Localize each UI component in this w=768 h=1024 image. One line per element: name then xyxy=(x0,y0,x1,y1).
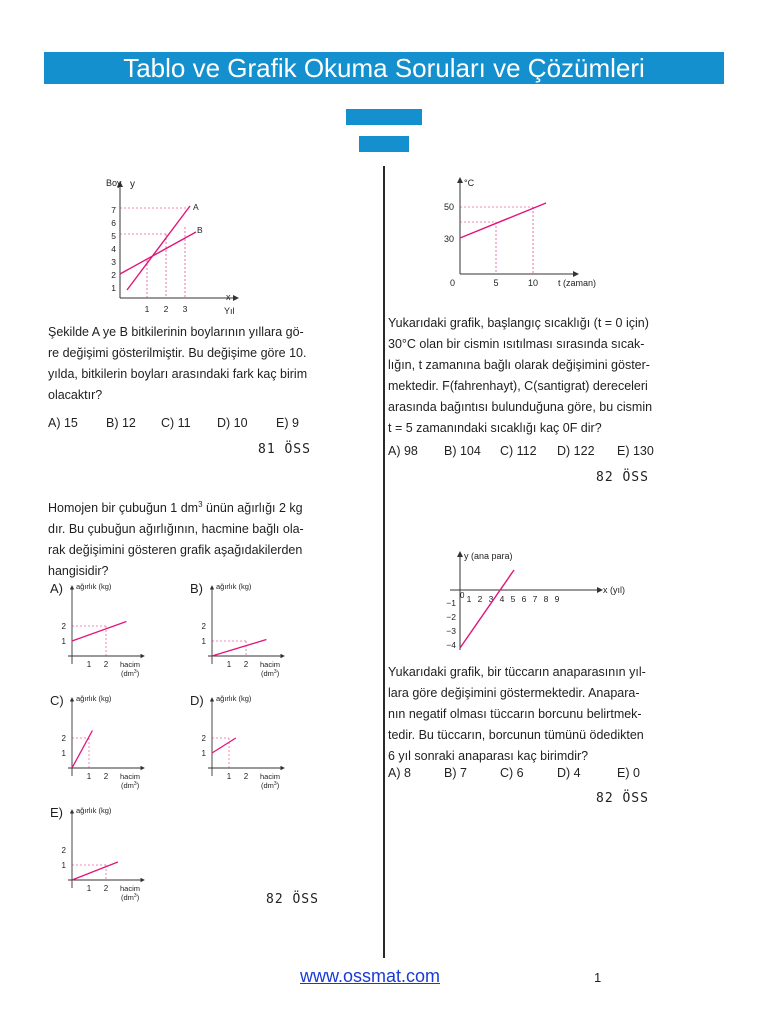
ytick-1: 1 xyxy=(201,637,206,646)
q1-label-a: A xyxy=(193,202,199,212)
q4-exam-label: 82 ÖSS xyxy=(596,791,649,806)
q2-graph-b xyxy=(198,580,290,680)
q4-options xyxy=(388,766,640,780)
q2-graph-e xyxy=(58,804,150,904)
axis-label-unit: $(dm^3)$ xyxy=(261,669,280,678)
axis-label-volume: hacim xyxy=(120,660,141,669)
axis-label-unit: $(dm^3)$ xyxy=(261,781,280,790)
axis-label-unit: $(dm^3)$ xyxy=(121,893,140,902)
axis-label-volume: hacim xyxy=(120,772,141,781)
q4-xtick: 5 xyxy=(510,594,516,604)
q3-option-c[interactable]: C) 112 xyxy=(500,444,537,458)
q2-graph-d xyxy=(198,692,290,792)
q4-xtick: 2 xyxy=(477,594,483,604)
q1-line: re değişimi gösterilmiştir. Bu değişime göre 10. xyxy=(48,346,307,360)
q3-ytick-30: 30 xyxy=(443,234,454,244)
q1-option-a[interactable]: A) 15 xyxy=(48,416,78,430)
q2-line: Homojen bir çubuğun 1 $dm^3$ ünün ağırlığı 2 kg xyxy=(48,500,303,516)
q4-option-b[interactable]: B) 7 xyxy=(444,766,467,780)
q4-xtick: 8 xyxy=(543,594,549,604)
xtick-1: 1 xyxy=(86,772,92,781)
q1-x-axis-name: x xyxy=(226,292,231,302)
q3-option-e[interactable]: E) 130 xyxy=(617,444,654,458)
axis-label-unit: $(dm^3)$ xyxy=(121,669,140,678)
q4-option-a[interactable]: A) 8 xyxy=(388,766,411,780)
q4-graph xyxy=(420,546,640,656)
q4-question xyxy=(388,662,728,767)
decor-block-1 xyxy=(346,109,422,125)
q4-xtick: 6 xyxy=(521,594,527,604)
q4-ytick: −4 xyxy=(446,640,456,650)
xtick-2: 2 xyxy=(243,660,249,669)
plot-line xyxy=(72,731,92,769)
q4-line: tedir. Bu tüccarın, borcunun tümünü ödedikten xyxy=(388,728,644,742)
q1-question xyxy=(48,322,378,406)
q3-line: 30°C olan bir cismin ısıtılması sırasında sıcak- xyxy=(388,337,645,351)
q1-line-a xyxy=(127,206,190,290)
page-number: 1 xyxy=(594,970,602,985)
q2-line: dır. Bu çubuğun ağırlığının, hacmine bağlı ola- xyxy=(48,522,304,537)
q1-x-label: Yıl xyxy=(224,306,235,316)
q1-ytick-2: 2 xyxy=(111,270,116,280)
q2-graph-a xyxy=(58,580,150,680)
axis-label-weight: ağırlık (kg) xyxy=(216,582,252,591)
q1-y-label: Boy xyxy=(106,178,122,188)
q1-option-b[interactable]: B) 12 xyxy=(106,416,136,430)
q3-ytick-50: 50 xyxy=(443,202,454,212)
q1-y-axis-name: y xyxy=(130,179,135,190)
axis-label-weight: ağırlık (kg) xyxy=(76,694,112,703)
q1-exam-label: 81 ÖSS xyxy=(258,442,311,457)
xtick-2: 2 xyxy=(103,772,109,781)
q3-line: t = 5 zamanındaki sıcaklığı kaç 0F dir? xyxy=(388,421,602,435)
q1-line: olacaktır? xyxy=(48,388,103,402)
axis-label-weight: ağırlık (kg) xyxy=(76,806,112,815)
ytick-1: 1 xyxy=(201,749,206,758)
q1-ytick-4: 4 xyxy=(111,244,116,254)
q1-line-b xyxy=(120,232,196,274)
q3-line: Yukarıdaki grafik, başlangıç sıcaklığı (t = 0 için) xyxy=(388,316,649,330)
q4-xtick: 7 xyxy=(532,594,538,604)
axis-label-unit: $(dm^3)$ xyxy=(121,781,140,790)
plot-line xyxy=(72,622,126,642)
q4-xtick: 4 xyxy=(499,594,505,604)
q4-xtick: 9 xyxy=(554,594,560,604)
q4-x-label: x (yıl) xyxy=(603,585,625,595)
q1-ytick-7: 7 xyxy=(111,205,116,215)
axis-label-weight: ağırlık (kg) xyxy=(216,694,252,703)
q3-exam-label: 82 ÖSS xyxy=(596,470,649,485)
xtick-2: 2 xyxy=(103,884,109,893)
q3-x-label: t (zaman) xyxy=(558,278,597,288)
q1-option-d[interactable]: D) 10 xyxy=(217,416,248,430)
footer-website-link[interactable]: www.ossmat.com xyxy=(300,966,441,986)
q3-y-label: °C xyxy=(464,178,475,188)
q4-option-e[interactable]: E) 0 xyxy=(617,766,640,780)
q4-ytick: −3 xyxy=(446,626,456,636)
q1-ytick-3: 3 xyxy=(111,257,116,267)
q1-line: Şekilde A ye B bitkilerinin boylarının yıllara gö- xyxy=(48,325,304,339)
plot-line xyxy=(212,738,236,753)
q1-graph xyxy=(100,172,250,320)
q3-graph xyxy=(430,172,610,294)
q4-xtick: 3 xyxy=(488,594,494,604)
ytick-1: 1 xyxy=(61,861,66,870)
q2-exam-label: 82 ÖSS xyxy=(266,892,319,907)
q4-option-d[interactable]: D) 4 xyxy=(557,766,581,780)
q4-plot-line xyxy=(460,570,514,648)
q1-options xyxy=(48,416,299,430)
q1-line: yılda, bitkilerin boyları arasındaki fark kaç birim xyxy=(48,367,308,381)
q3-xtick-5: 5 xyxy=(493,278,499,288)
ytick-2: 2 xyxy=(201,622,206,631)
xtick-1: 1 xyxy=(226,772,232,781)
decor-block-2 xyxy=(359,136,409,152)
q1-ytick-5: 5 xyxy=(111,231,116,241)
q2-option-a[interactable]: A) xyxy=(50,581,63,596)
ytick-2: 2 xyxy=(201,734,206,743)
axis-label-volume: hacim xyxy=(260,772,281,781)
q3-option-d[interactable]: D) 122 xyxy=(557,444,595,458)
plot-line xyxy=(72,862,118,880)
q1-option-e[interactable]: E) 9 xyxy=(276,416,299,430)
q3-option-b[interactable]: B) 104 xyxy=(444,444,481,458)
xtick-1: 1 xyxy=(226,660,232,669)
q4-line: 6 yıl sonraki anaparası kaç birimdir? xyxy=(388,749,589,763)
page-title: Tablo ve Grafik Okuma Soruları ve Çözümleri xyxy=(44,52,724,84)
xtick-1: 1 xyxy=(86,884,92,893)
q3-line: mektedir. F(fahrenhayt), C(santigrat) dereceleri xyxy=(388,379,648,393)
q1-xtick-3: 3 xyxy=(182,304,188,314)
q4-line: Yukarıdaki grafik, bir tüccarın anaparasının yıl- xyxy=(388,665,646,679)
xtick-2: 2 xyxy=(243,772,249,781)
q2-option-b[interactable]: B) xyxy=(190,581,203,596)
q1-xtick-2: 2 xyxy=(163,304,169,314)
q4-line: nın negatif olması tüccarın borcunu belirtmek- xyxy=(388,707,642,721)
axis-label-weight: ağırlık (kg) xyxy=(76,582,112,591)
q2-line: rak değişimini gösteren grafik aşağıdakilerden xyxy=(48,543,303,558)
q4-xtick: 1 xyxy=(466,594,472,604)
q4-y-label: y (ana para) xyxy=(464,551,513,561)
ytick-2: 2 xyxy=(61,846,66,855)
q4-ytick: −2 xyxy=(446,612,456,622)
q1-ytick-1: 1 xyxy=(111,283,116,293)
plot-line xyxy=(212,640,266,657)
q4-origin: 0 xyxy=(460,591,465,600)
q2-option-e[interactable]: E) xyxy=(50,805,63,820)
xtick-1: 1 xyxy=(86,660,92,669)
q3-line: arasında bağıntısı bulunduğuna göre, bu cismin xyxy=(388,400,653,414)
column-divider xyxy=(383,166,385,958)
q3-option-a[interactable]: A) 98 xyxy=(388,444,418,458)
ytick-1: 1 xyxy=(61,749,66,758)
q1-xtick-1: 1 xyxy=(144,304,150,314)
ytick-2: 2 xyxy=(61,622,66,631)
q2-question xyxy=(48,494,378,582)
axis-label-volume: hacim xyxy=(260,660,281,669)
q4-line: lara göre değişimini göstermektedir. Anapara- xyxy=(388,686,640,700)
ytick-2: 2 xyxy=(61,734,66,743)
q4-option-c[interactable]: C) 6 xyxy=(500,766,524,780)
q1-option-c[interactable]: C) 11 xyxy=(161,416,191,430)
ytick-1: 1 xyxy=(61,637,66,646)
q3-line: lığın, t zamanına bağlı olarak değişimini göster- xyxy=(388,358,650,372)
axis-label-volume: hacim xyxy=(120,884,141,893)
q2-graph-c xyxy=(58,692,150,792)
q1-label-b: B xyxy=(197,225,203,235)
q2-line: hangisidir? xyxy=(48,564,109,579)
q2-option-c[interactable]: C) xyxy=(50,693,64,708)
q4-ytick: −1 xyxy=(446,598,456,608)
q1-ytick-6: 6 xyxy=(111,218,116,228)
q2-option-d[interactable]: D) xyxy=(190,693,204,708)
q3-xtick-10: 10 xyxy=(527,278,539,288)
xtick-2: 2 xyxy=(103,660,109,669)
q3-origin: 0 xyxy=(450,278,456,288)
q3-options xyxy=(388,444,654,458)
q3-question xyxy=(388,313,728,439)
